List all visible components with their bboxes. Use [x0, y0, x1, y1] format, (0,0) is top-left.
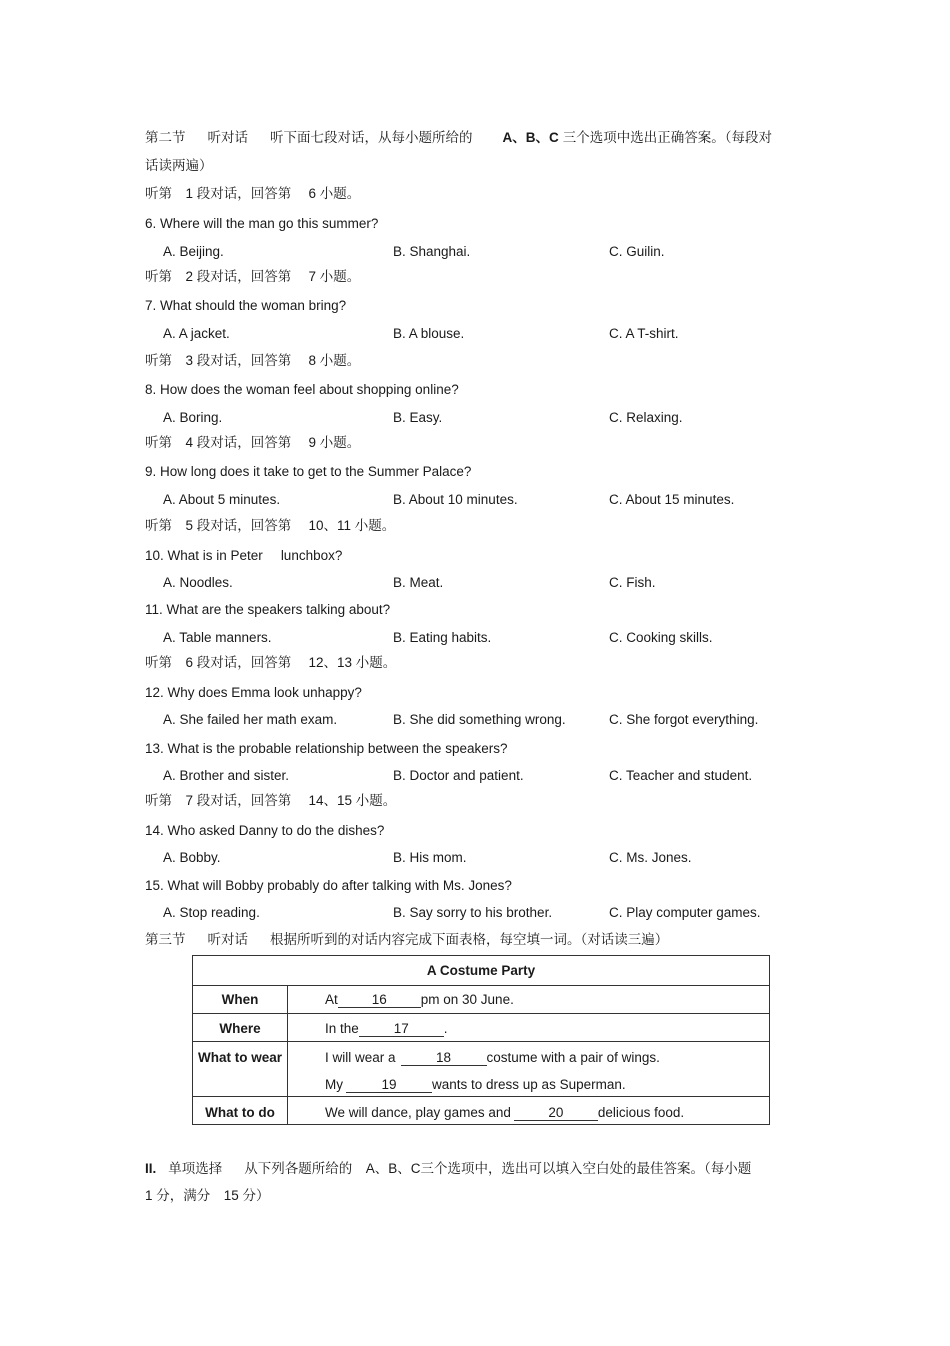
option-a: A. Boring. — [163, 410, 223, 425]
do-post: delicious food. — [597, 1105, 685, 1120]
option-b: B. Eating habits. — [393, 630, 492, 645]
question-text-part-a: 10. What is in Peter — [145, 548, 263, 563]
when-label: When — [221, 992, 259, 1007]
option-a: A. Brother and sister. — [163, 768, 290, 783]
wear-line-2 — [325, 1076, 626, 1094]
costume-party-table — [192, 955, 770, 1125]
when-pre: At — [325, 992, 338, 1007]
section2-instruction-b: A、B、C — [502, 130, 559, 145]
question-text: 11. What are the speakers talking about? — [145, 602, 391, 617]
section2-sub: 听对话 — [207, 130, 248, 145]
part2-instruction: 从下列各题所给的 A、B、C三个选项中，选出可以填入空白处的最佳答案。（每小题 — [244, 1161, 752, 1176]
question-text: 13. What is the probable relationship between the speakers? — [145, 741, 508, 756]
do-label: What to do — [205, 1105, 275, 1120]
part2-instruction-2: 1 分，满分 15 分） — [145, 1188, 270, 1203]
option-b: B. She did something wrong. — [393, 712, 566, 727]
wear2-pre: My — [325, 1077, 343, 1092]
table-row-wear — [193, 1041, 769, 1097]
question-text: 6. Where will the man go this summer? — [145, 216, 379, 231]
option-b: B. Say sorry to his brother. — [393, 905, 553, 920]
section2-instruction-c: 三个选项中选出正确答案。（每段对 — [562, 130, 772, 145]
dialog-heading: 听第 3 段对话，回答第 8 小题。 — [145, 353, 361, 368]
table-row-do — [193, 1096, 769, 1125]
where-label: Where — [219, 1021, 261, 1036]
option-a: A. She failed her math exam. — [163, 712, 338, 727]
option-a: A. Beijing. — [163, 244, 224, 259]
question-text: 7. What should the woman bring? — [145, 298, 347, 313]
option-c: C. She forgot everything. — [609, 712, 759, 727]
blank-16[interactable]: 16 — [338, 992, 421, 1008]
wear1-pre: I will wear a — [325, 1050, 396, 1065]
option-b: B. Meat. — [393, 575, 444, 590]
wear-line-1 — [325, 1049, 660, 1067]
option-b: B. About 10 minutes. — [393, 492, 518, 507]
section2-header — [145, 129, 772, 147]
section3-title: 第三节 — [145, 932, 186, 947]
section3-header — [145, 931, 668, 949]
option-c: C. Relaxing. — [609, 410, 683, 425]
dialog-heading: 听第 2 段对话，回答第 7 小题。 — [145, 269, 361, 284]
blank-17[interactable]: 17 — [359, 1021, 444, 1037]
option-a: A. Noodles. — [163, 575, 233, 590]
wear2-post: wants to dress up as Superman. — [432, 1077, 626, 1092]
option-b: B. A blouse. — [393, 326, 465, 341]
option-a: A. Table manners. — [163, 630, 272, 645]
when-post: pm on 30 June. — [420, 992, 514, 1007]
question-text: 9. How long does it take to get to the Summer Palace? — [145, 464, 472, 479]
section2-instruction-d: 话读两遍） — [145, 158, 213, 173]
option-b: B. His mom. — [393, 850, 467, 865]
dialog-heading: 听第 5 段对话，回答第 10、11 小题。 — [145, 518, 396, 533]
section2-instruction-a: 听下面七段对话，从每小题所给的 — [270, 130, 473, 145]
where-post: . — [443, 1021, 448, 1036]
where-pre: In the — [325, 1021, 359, 1036]
wear1-post: costume with a pair of wings. — [486, 1050, 660, 1065]
dialog-heading: 听第 1 段对话，回答第 6 小题。 — [145, 186, 361, 201]
option-c: C. Ms. Jones. — [609, 850, 692, 865]
option-b: B. Shanghai. — [393, 244, 471, 259]
question-text: 8. How does the woman feel about shopping online? — [145, 382, 459, 397]
blank-20[interactable]: 20 — [514, 1105, 598, 1121]
section2-title: 第二节 — [145, 130, 186, 145]
option-a: A. About 5 minutes. — [163, 492, 281, 507]
do-cell — [325, 1104, 684, 1122]
option-c: C. Guilin. — [609, 244, 665, 259]
option-c: C. A T-shirt. — [609, 326, 679, 341]
option-b: B. Doctor and patient. — [393, 768, 524, 783]
question-text: 15. What will Bobby probably do after talking with Ms. Jones? — [145, 878, 512, 893]
do-pre: We will dance, play games and — [325, 1105, 511, 1120]
dialog-heading: 听第 4 段对话，回答第 9 小题。 — [145, 435, 361, 450]
blank-18[interactable]: 18 — [401, 1050, 487, 1066]
blank-19[interactable]: 19 — [346, 1077, 432, 1093]
dialog-heading: 听第 7 段对话，回答第 14、15 小题。 — [145, 793, 397, 808]
option-c: C. Fish. — [609, 575, 656, 590]
table-row-when — [193, 985, 769, 1014]
option-c: C. About 15 minutes. — [609, 492, 735, 507]
question-text: 12. Why does Emma look unhappy? — [145, 685, 362, 700]
dialog-heading: 听第 6 段对话，回答第 12、13 小题。 — [145, 655, 397, 670]
part2-num: II. — [145, 1161, 157, 1176]
section3-instruction: 根据所听到的对话内容完成下面表格，每空填一词。（对话读三遍） — [270, 932, 669, 947]
option-a: A. Bobby. — [163, 850, 221, 865]
where-cell — [325, 1020, 448, 1038]
option-b: B. Easy. — [393, 410, 443, 425]
question-text: 14. Who asked Danny to do the dishes? — [145, 823, 385, 838]
option-c: C. Cooking skills. — [609, 630, 713, 645]
question-text-part-b: lunchbox? — [280, 548, 343, 563]
option-a: A. A jacket. — [163, 326, 230, 341]
wear-label: What to wear — [197, 1050, 282, 1065]
table-row-where — [193, 1013, 769, 1042]
when-cell — [325, 991, 514, 1009]
option-a: A. Stop reading. — [163, 905, 260, 920]
question-text — [145, 547, 342, 565]
option-c: C. Play computer games. — [609, 905, 761, 920]
section3-sub: 听对话 — [207, 932, 248, 947]
table-title: A Costume Party — [426, 963, 536, 978]
part2-header — [145, 1160, 751, 1178]
part2-title: 单项选择 — [168, 1161, 223, 1176]
option-c: C. Teacher and student. — [609, 768, 753, 783]
